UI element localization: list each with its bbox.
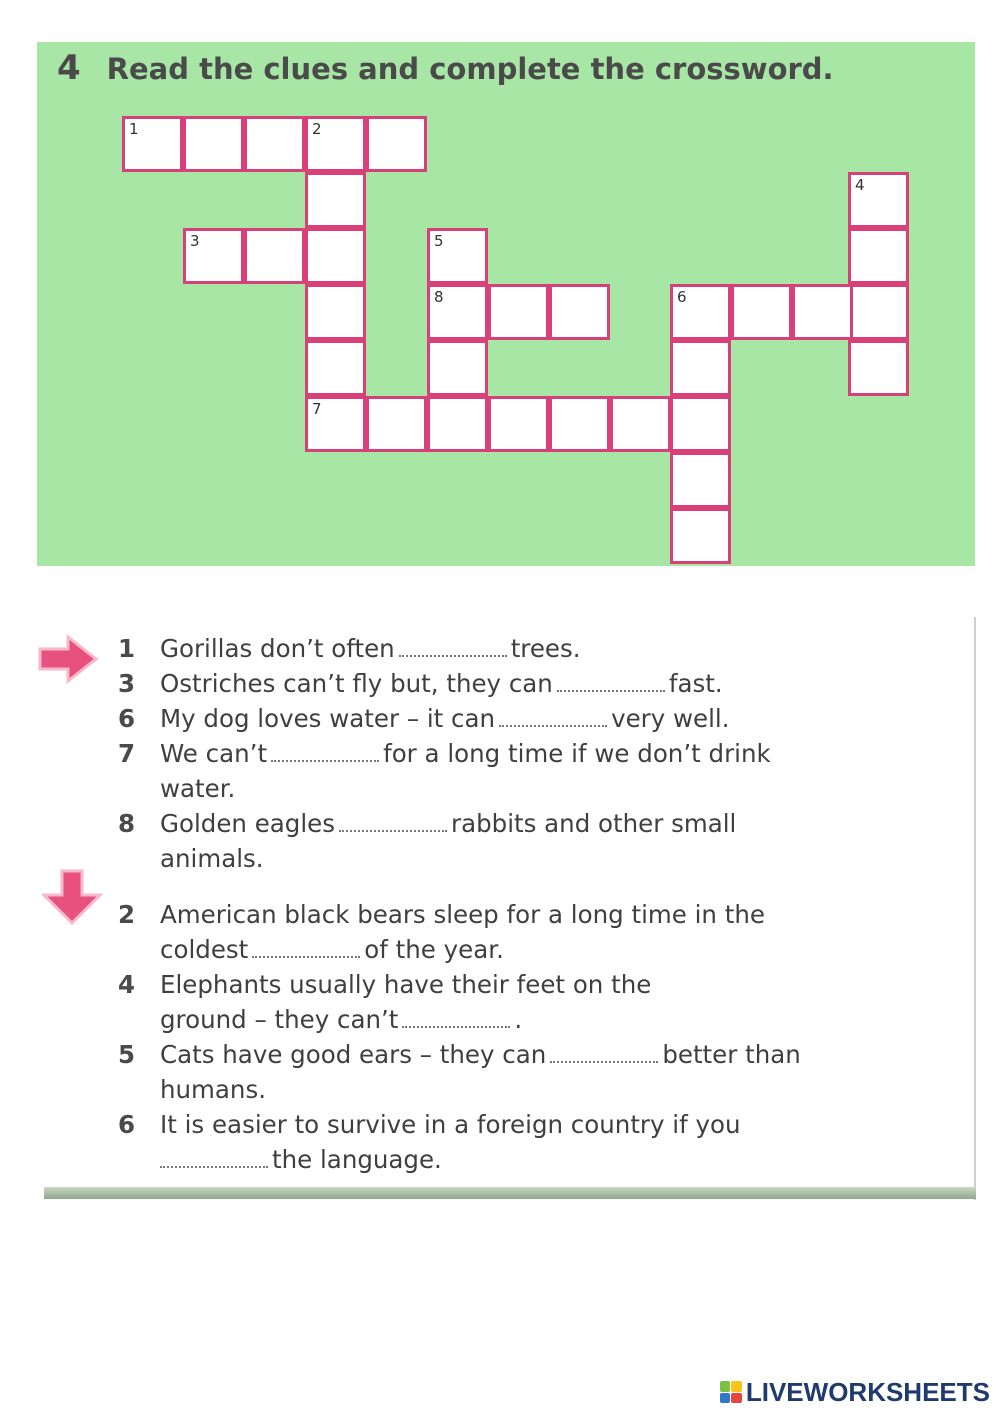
crossword-cell[interactable] <box>848 228 909 284</box>
crossword-cell[interactable] <box>549 284 610 340</box>
cell-input[interactable] <box>308 287 363 337</box>
answer-blank <box>557 676 665 692</box>
answer-blank <box>550 1047 658 1063</box>
cell-input[interactable] <box>552 399 607 449</box>
clue-number-2: 2 <box>312 120 322 138</box>
crossword-cell[interactable] <box>244 116 305 172</box>
cell-input[interactable] <box>186 231 241 281</box>
cell-input[interactable] <box>673 287 728 337</box>
clue-across-7 <box>118 736 771 806</box>
clue-number: 6 <box>118 704 136 733</box>
crossword-cell[interactable] <box>244 228 305 284</box>
clue-text: humans. <box>160 1075 267 1104</box>
clue-across-3 <box>118 666 723 701</box>
brand-text: LIVEWORKSHEETS <box>745 1376 990 1407</box>
cell-input[interactable] <box>673 511 728 561</box>
clue-down-2 <box>118 897 765 967</box>
clue-number: 6 <box>118 1110 136 1139</box>
cell-input[interactable] <box>308 231 363 281</box>
crossword-cell[interactable] <box>122 116 183 172</box>
clue-text: American black bears sleep for a long time in the <box>160 900 765 929</box>
crossword-cell[interactable] <box>183 228 244 284</box>
crossword-cell[interactable] <box>305 340 366 396</box>
crossword-cell[interactable] <box>670 340 731 396</box>
answer-blank <box>402 1012 510 1028</box>
crossword-grid <box>37 42 975 566</box>
answer-blank <box>252 942 360 958</box>
divider-bar <box>44 1187 976 1199</box>
clue-number-7: 7 <box>312 400 322 418</box>
cell-input[interactable] <box>613 399 668 449</box>
clue-down-5 <box>118 1037 801 1107</box>
clue-number-6: 6 <box>677 288 687 306</box>
crossword-cell[interactable] <box>848 284 909 340</box>
crossword-cell[interactable] <box>427 340 488 396</box>
clue-text: Gorillas don’t often <box>160 634 395 663</box>
crossword-cell[interactable] <box>792 284 853 340</box>
cell-input[interactable] <box>673 455 728 505</box>
cell-input[interactable] <box>552 287 607 337</box>
liveworksheets-logo-icon <box>720 1381 742 1403</box>
exercise-instruction: Read the clues and complete the crossword. <box>106 52 834 86</box>
clue-text: trees. <box>510 634 581 663</box>
clue-number: 7 <box>118 739 136 768</box>
crossword-cell[interactable] <box>305 396 366 452</box>
cell-input[interactable] <box>430 231 485 281</box>
cell-input[interactable] <box>673 399 728 449</box>
exercise-number: 4 <box>57 48 81 88</box>
clue-text: My dog loves water – it can <box>160 704 496 733</box>
clue-text: fast. <box>668 669 723 698</box>
clue-text: of the year. <box>364 935 504 964</box>
crossword-cell[interactable] <box>366 116 427 172</box>
crossword-cell[interactable] <box>366 396 427 452</box>
clue-across-1 <box>118 631 581 666</box>
cell-input[interactable] <box>430 399 485 449</box>
clue-across-8 <box>118 806 736 876</box>
clue-text: Golden eagles <box>160 809 336 838</box>
answer-blank <box>339 816 447 832</box>
clue-text: very well. <box>611 704 730 733</box>
crossword-cell[interactable] <box>610 396 671 452</box>
clue-number: 8 <box>118 809 136 838</box>
cell-input[interactable] <box>795 287 850 337</box>
clue-number: 4 <box>118 970 136 999</box>
crossword-cell[interactable] <box>848 172 909 228</box>
clue-number: 3 <box>118 669 136 698</box>
clue-text: Elephants usually have their feet on the <box>160 970 652 999</box>
clue-text: better than <box>662 1040 801 1069</box>
clue-text: ground – they can’t <box>160 1005 399 1034</box>
crossword-cell[interactable] <box>305 116 366 172</box>
clue-text: Ostriches can’t fly but, they can <box>160 669 553 698</box>
crossword-cell[interactable] <box>549 396 610 452</box>
clue-text: rabbits and other small <box>451 809 737 838</box>
cell-input[interactable] <box>734 287 789 337</box>
clue-number: 1 <box>118 634 136 663</box>
clue-across-6 <box>118 701 730 736</box>
crossword-cell[interactable] <box>488 284 549 340</box>
clue-text: We can’t <box>160 739 268 768</box>
cell-input[interactable] <box>308 399 363 449</box>
clue-text: . <box>514 1005 523 1034</box>
clues-panel <box>44 617 976 1200</box>
crossword-cell[interactable] <box>427 228 488 284</box>
clue-down-4 <box>118 967 651 1037</box>
crossword-cell[interactable] <box>670 508 731 564</box>
cell-input[interactable] <box>369 399 424 449</box>
crossword-cell[interactable] <box>305 172 366 228</box>
crossword-cell[interactable] <box>670 452 731 508</box>
clue-text: It is easier to survive in a foreign country if you <box>160 1110 741 1139</box>
clue-text: the language. <box>272 1145 442 1174</box>
clue-number-4: 4 <box>855 176 865 194</box>
crossword-panel <box>37 42 975 566</box>
cell-input[interactable] <box>247 119 302 169</box>
down-arrow-icon <box>42 869 104 927</box>
cell-input[interactable] <box>851 175 906 225</box>
crossword-cell[interactable] <box>670 284 731 340</box>
crossword-cell[interactable] <box>670 396 731 452</box>
clue-number: 5 <box>118 1040 136 1069</box>
clue-text: animals. <box>160 844 264 873</box>
answer-blank <box>499 711 607 727</box>
answer-blank <box>271 746 379 762</box>
cell-input[interactable] <box>851 287 906 337</box>
cell-input[interactable] <box>308 175 363 225</box>
crossword-cell[interactable] <box>305 284 366 340</box>
crossword-cell[interactable] <box>731 284 792 340</box>
clue-number: 2 <box>118 900 136 929</box>
cell-input[interactable] <box>491 399 546 449</box>
clue-number-8: 8 <box>434 288 444 306</box>
cell-input[interactable] <box>491 287 546 337</box>
clue-text: Cats have good ears – they can <box>160 1040 547 1069</box>
clue-number-1: 1 <box>129 120 139 138</box>
cell-input[interactable] <box>369 119 424 169</box>
crossword-cell[interactable] <box>427 284 488 340</box>
cell-input[interactable] <box>851 231 906 281</box>
cell-input[interactable] <box>247 231 302 281</box>
clue-number-3: 3 <box>190 232 200 250</box>
crossword-cell[interactable] <box>305 228 366 284</box>
clue-text: coldest <box>160 935 249 964</box>
cell-input[interactable] <box>308 119 363 169</box>
across-arrow-icon <box>38 633 100 685</box>
crossword-cell[interactable] <box>183 116 244 172</box>
answer-blank <box>160 1152 268 1168</box>
liveworksheets-brand[interactable] <box>720 1376 990 1408</box>
cell-input[interactable] <box>125 119 180 169</box>
crossword-cell[interactable] <box>427 396 488 452</box>
cell-input[interactable] <box>430 343 485 393</box>
clue-down-6 <box>118 1107 741 1177</box>
answer-blank <box>399 641 507 657</box>
clue-text: for a long time if we don’t drink <box>383 739 771 768</box>
clue-text: water. <box>160 774 236 803</box>
cell-input[interactable] <box>673 343 728 393</box>
cell-input[interactable] <box>186 119 241 169</box>
crossword-cell[interactable] <box>488 396 549 452</box>
cell-input[interactable] <box>430 287 485 337</box>
cell-input[interactable] <box>308 343 363 393</box>
cell-input[interactable] <box>851 343 906 393</box>
crossword-cell[interactable] <box>848 340 909 396</box>
clue-number-5: 5 <box>434 232 444 250</box>
